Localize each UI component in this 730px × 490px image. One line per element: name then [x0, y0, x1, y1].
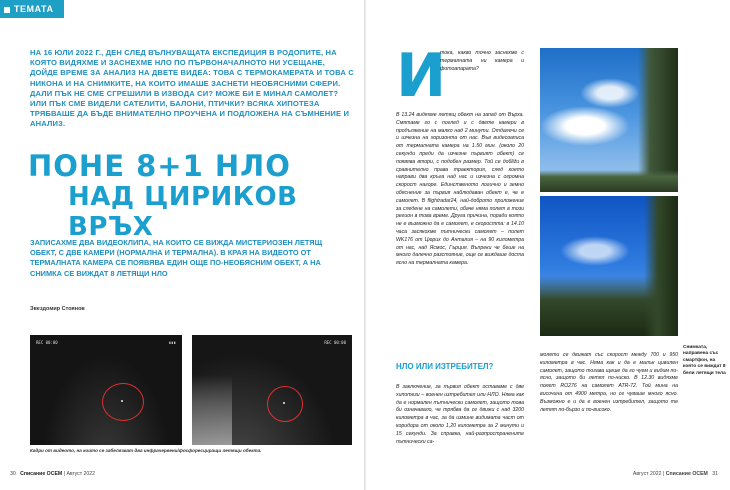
headline-line-2: НАД ЦИРИКОВ ВРЪХ [68, 182, 298, 242]
issue-date: Август 2022 [66, 471, 96, 477]
section-label: ТЕМАТА [14, 4, 54, 14]
body-text-column: молети се движат със скорост между 700 и 950 километра в час. Няма как и да е малък цивилен самолет, защото тогава щеше да го чуем и видим по-ясно, защото би летял по-ниско. В 12.30 видяхме полет RO276 на самолет ATR-72. Той мина на височина от 4900 метра, но се чуваше много ясно. Възможно е и да е военен изтребител, защото те летят по-бързо и по-високо. [540, 352, 678, 413]
sky-photo-top [540, 48, 678, 192]
ufo-circle [540, 48, 549, 57]
issue-date: Август 2022 [632, 471, 662, 477]
ufo-circle [540, 84, 549, 93]
body-text-column: В 13.24 видяхме летящ обект на запад от Върха. Смятаме го с поглед и с двете камери в продължение на малко над 2 минути. Отдалечи се и изчезна на хоризонта от нас. Във видеозаписа от термалната камера на 1.50 мин. (около 20 секунди преди да изчезне първият обект) се появява втори, с подобен размер. Той се добližи в сравнително права траектория, след което направи два кръга над нас и изчезна с огромна скорост нагоре. Единственото логично и земно обяснение за първия наблюдаван обект е, че е самолет. В flightradar24, най-доброто приложение за следене на самолети, обаче няма полет в този регион в това време. Друга причина, поради която не е възможно да е самолет, е скоростта: в 14.10 часа засякохме пътнически самолет – полет WK176 от Цюрих до Анталия – на 90 километра от нас, над Ясмос, Гърция. Въпреки че беше на много далечно разстояние, още се виждаше доста ясно на термалната камера. [396, 112, 524, 267]
ufo-circle [540, 196, 550, 206]
footer-right: Август 2022 | Списание ОСЕМ 31 [632, 471, 718, 477]
side-caption: Снимката, направена със смартфон, на която се виждат 8 бели летящи тела [683, 345, 726, 376]
ufo-circle [540, 75, 549, 84]
sky-photo-bottom [540, 196, 678, 336]
headline-line-1: ПОНЕ 8+1 НЛО [28, 149, 291, 183]
section-tab [0, 0, 64, 18]
object-dot [121, 400, 123, 402]
magazine-name: Списание ОСЕМ [665, 471, 708, 477]
magazine-name: Списание ОСЕМ [20, 471, 63, 477]
square-icon [4, 7, 10, 13]
page-number: 31 [712, 471, 718, 477]
hud-label: ▮▮▮ [168, 340, 176, 345]
ufo-circle [540, 57, 549, 66]
highlight-circle [102, 383, 144, 421]
page-number: 30 [10, 471, 16, 477]
byline: Звездомир Стоянов [30, 306, 85, 312]
cloud [580, 78, 640, 108]
thermal-photo-right [192, 335, 352, 445]
thermal-photo-left [30, 335, 182, 445]
hud-label: REC 00:00 [36, 340, 58, 345]
ufo-circle [540, 93, 549, 102]
treeline [540, 170, 678, 192]
headline [28, 150, 358, 242]
cloud [540, 106, 630, 146]
column-heading: НЛО ИЛИ ИЗТРЕБИТЕЛ? [396, 362, 494, 371]
subheadline: ЗАПИСАХМЕ ДВА ВИДЕОКЛИПА, НА КОИТО СЕ ВИЖДА МИСТЕРИОЗЕН ЛЕТЯЩ ОБЕКТ, С ДВЕ КАМЕРИ (НОРМАЛНА И ТЕРМАЛНА). В КРАЯ НА ВИДЕОТО ОТ ТЕРМАЛНАТА КАМЕРА СЕ ПОЯВЯВА ЕДИН ОЩЕ ПО-НЕОБЯСНИМ ОБЕКТ, А НА СНИМКА СЕ ВИЖДАТ 8 ЛЕТЯЩИ НЛО [30, 238, 323, 278]
hud-label: REC 00:00 [324, 340, 346, 345]
object-dot [283, 402, 285, 404]
footer-left: 30 Списание ОСЕМ | Август 2022 [10, 471, 96, 477]
body-text-column: В заключение, за първия обект оставаме с две хипотези – военен изтребител или НЛО. Няма как да е нормален пътнически самолет, защото това би означавало, че трябва да се движи с над 3200 километра в час, за да измине видимата част от коридора от около 1,20 километра за 2 минути и 15 секунди. За справка, най-разпространените пътнически са- [396, 384, 524, 445]
body-text-intro: тока, какво точно заснехме с термалната ни камера и фотоапарата? [440, 50, 524, 72]
tree-silhouette [192, 375, 232, 445]
lede-paragraph: НА 16 ЮЛИ 2022 Г., ДЕН СЛЕД ВЪЛНУВАЩАТА ЕКСПЕДИЦИЯ В РОДОПИТЕ, НА КОЯТО ВИДЯХМЕ И ЗАСНЕХМЕ НЛО ПО ПЪРВОНАЧАЛНОТО НИ УСЕЩАНЕ, ДОЙДЕ ВРЕМЕ ЗА АНАЛИЗ НА ДВЕТЕ ВИДЕА: ТОВА С ТЕРМОКАМЕРАТА И ТОВА С НИКОНА И НА СНИМКИТЕ, НА КОИТО ИМАШЕ ЗАСНЕТИ НЕОБЯСНИМИ СФЕРИ. ДАЛИ ПЪК НЕ СМЕ СГРЕШИЛИ В ИЗВОДА СИ? МОЖЕ БИ Е МИНАЛ САМОЛЕТ? ИЛИ ПЪК СМЕ ВИДЕЛИ САТЕЛИТИ, БАЛОНИ, ПТИЧКИ? ВСЯКА ХИПОТЕЗА ТРЯБВАШЕ ДА БЪДЕ ВНИМАТЕЛНО ПРОУЧЕНА И ПОДЛОЖЕНА НА СЪМНЕНИЕ И АНАЛИЗ. [30, 48, 354, 129]
page-gutter [364, 0, 366, 490]
ufo-circle [540, 66, 549, 75]
highlight-circle [267, 386, 303, 422]
drop-cap: И [396, 41, 447, 111]
cloud [560, 236, 630, 266]
photo-caption: Кадри от видеото, на които се забелязват два инфрачервени/фосфоресциращи летящи обекта. [30, 448, 262, 453]
tree-silhouette [644, 196, 678, 336]
